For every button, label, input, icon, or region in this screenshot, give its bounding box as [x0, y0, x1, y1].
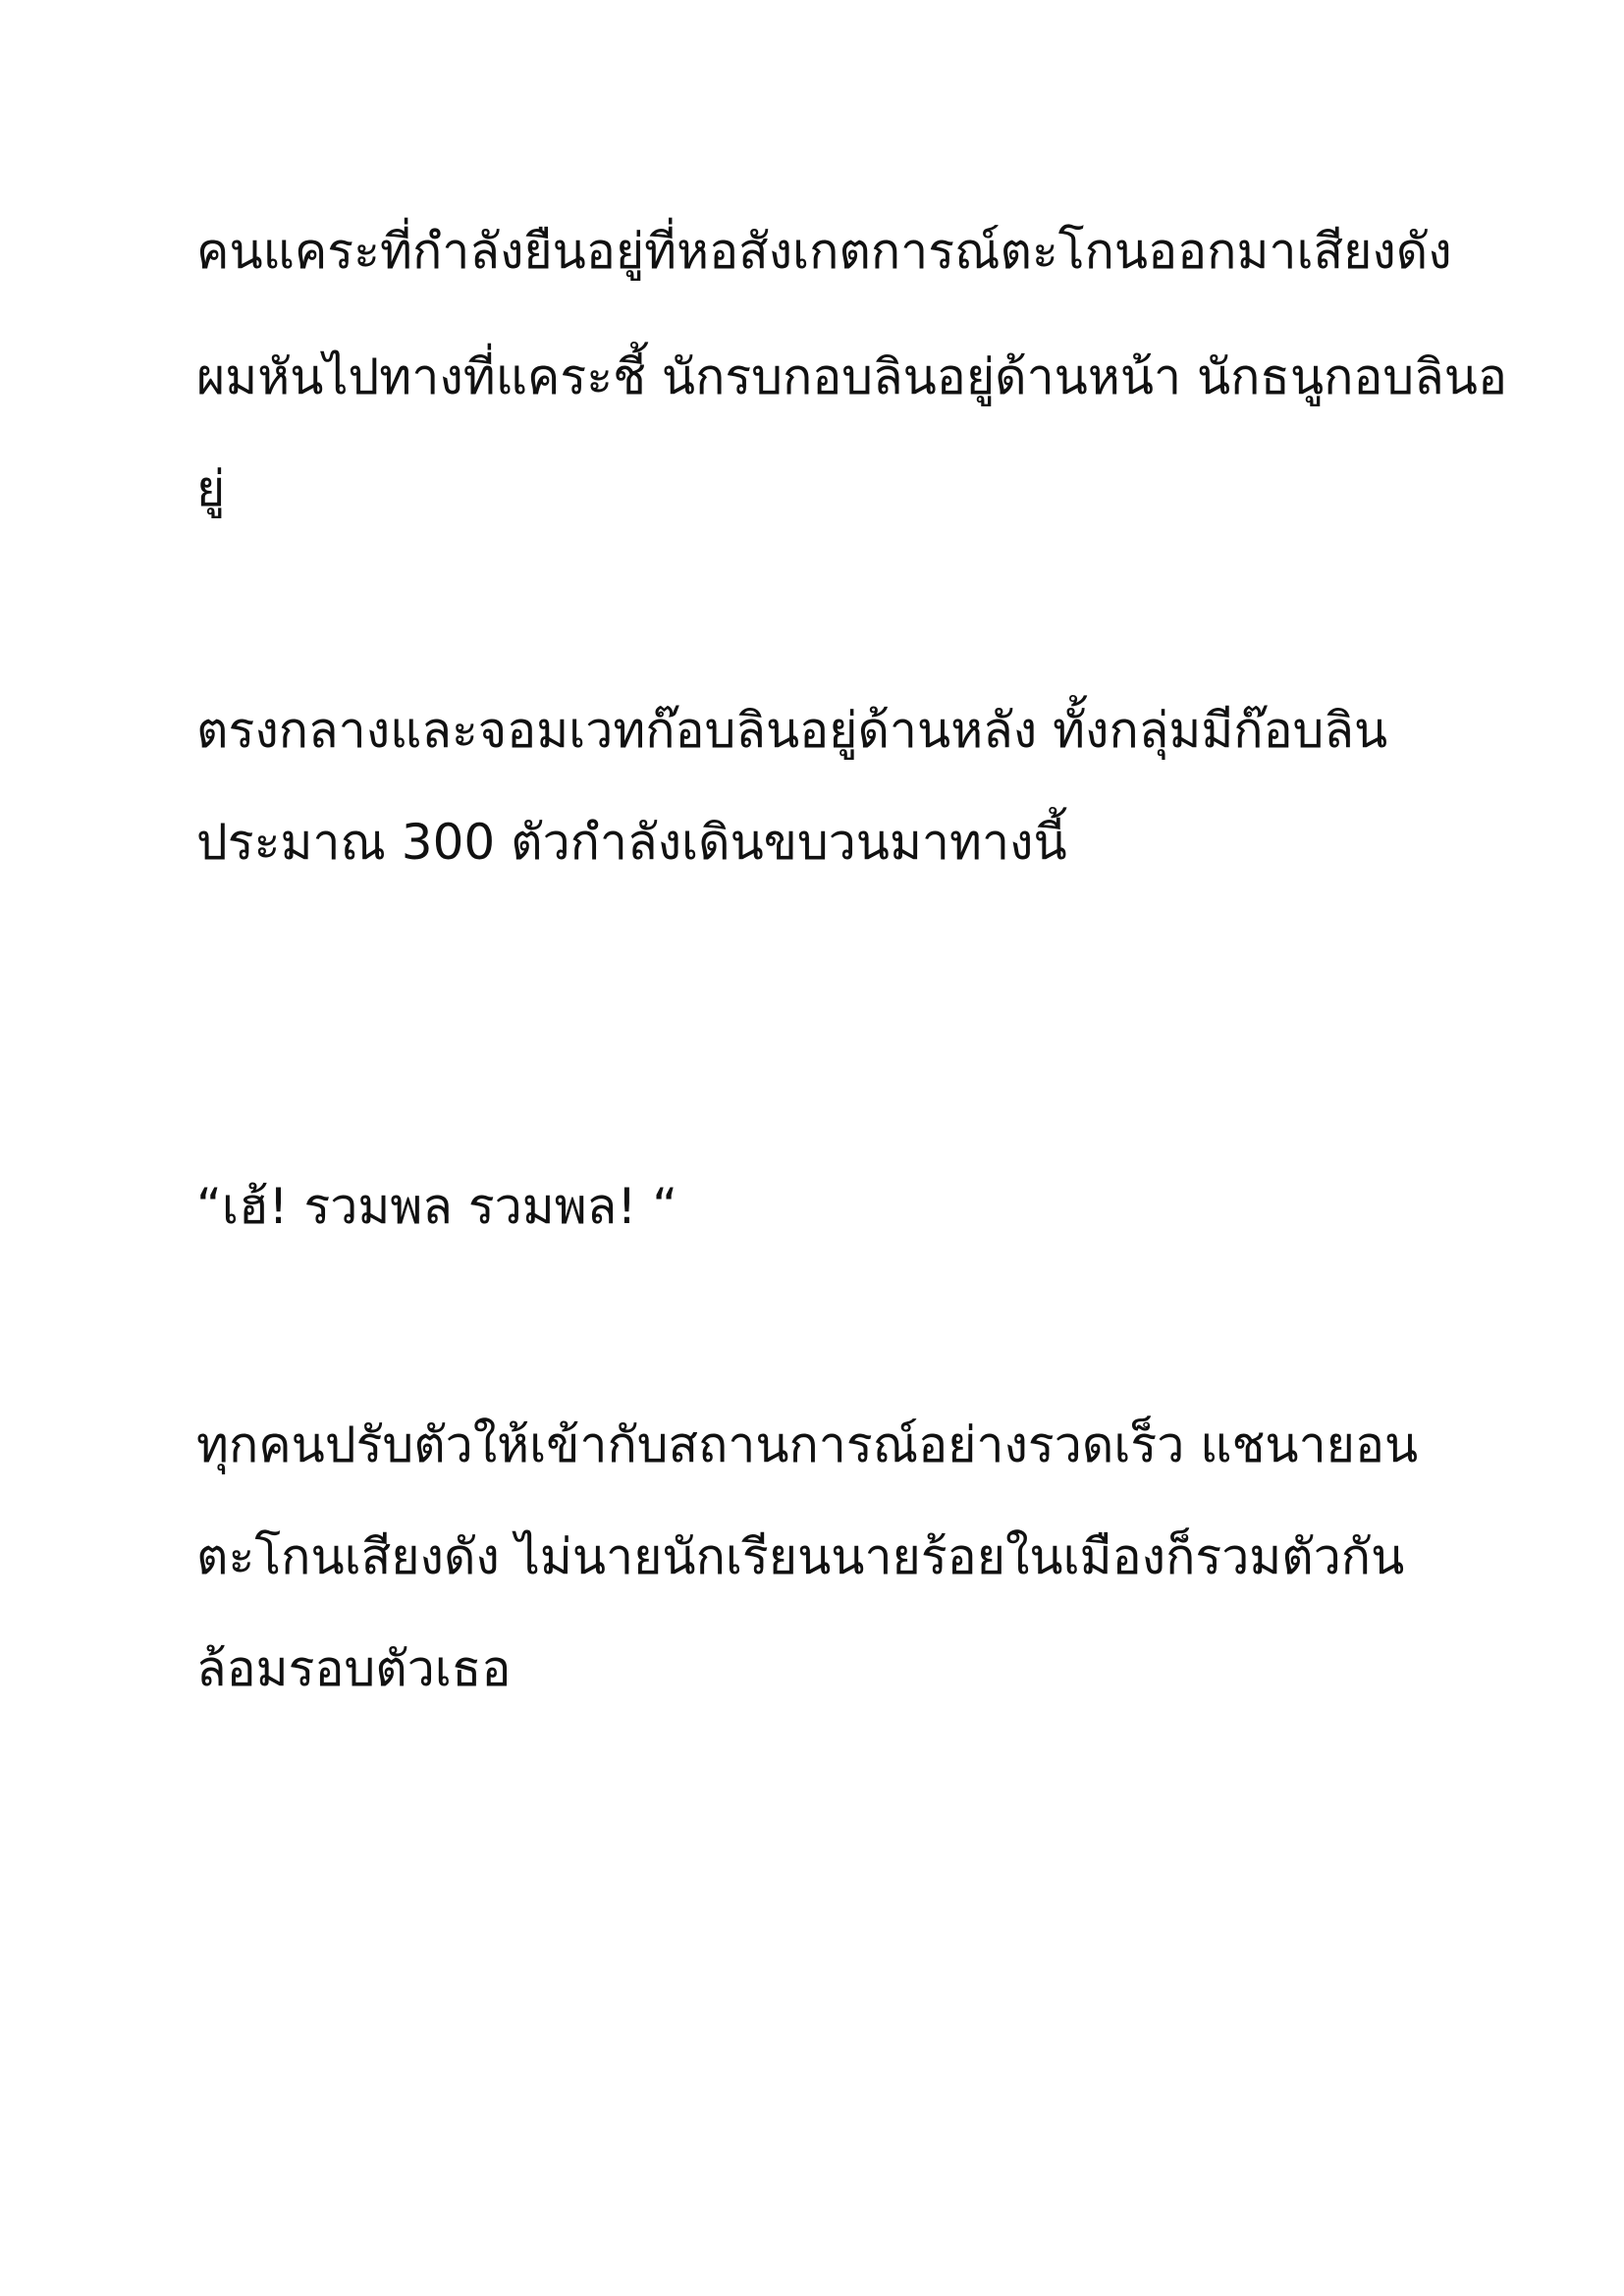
- paragraph-2-line-1: ผมหันไปทางที่แคระชี้ นักรบกอบลินอยู่ด้านหน้า นักธนูกอบลินอ: [196, 348, 1508, 405]
- paragraph-5-line-3: ล้อมรอบตัวเธอ: [196, 1640, 512, 1697]
- paragraph-5-line-2: ตะโกนเสียงดัง ไม่นายนักเรียนนายร้อยในเมืองก็รวมตัวกัน: [196, 1528, 1405, 1585]
- paragraph-3-line-2: ประมาณ 300 ตัวกำลังเดินขบวนมาทางนี้: [196, 814, 1067, 871]
- dialogue-line: “เฮ้! รวมพล รวมพล! “: [196, 1178, 678, 1235]
- paragraph-3-line-1: ตรงกลางและจอมเวทก๊อบลินอยู่ด้านหลัง ทั้งกลุ่มมีก๊อบลิน: [196, 702, 1388, 759]
- paragraph-5-line-1: ทุกคนปรับตัวให้เข้ากับสถานการณ์อย่างรวดเร็ว แชนายอน: [196, 1416, 1419, 1473]
- paragraph-1-line-1: คนแคระที่กำลังยืนอยู่ที่หอสังเกตการณ์ตะโกนออกมาเสียงดัง: [196, 223, 1452, 280]
- paragraph-2-line-2: ยู่: [196, 460, 226, 517]
